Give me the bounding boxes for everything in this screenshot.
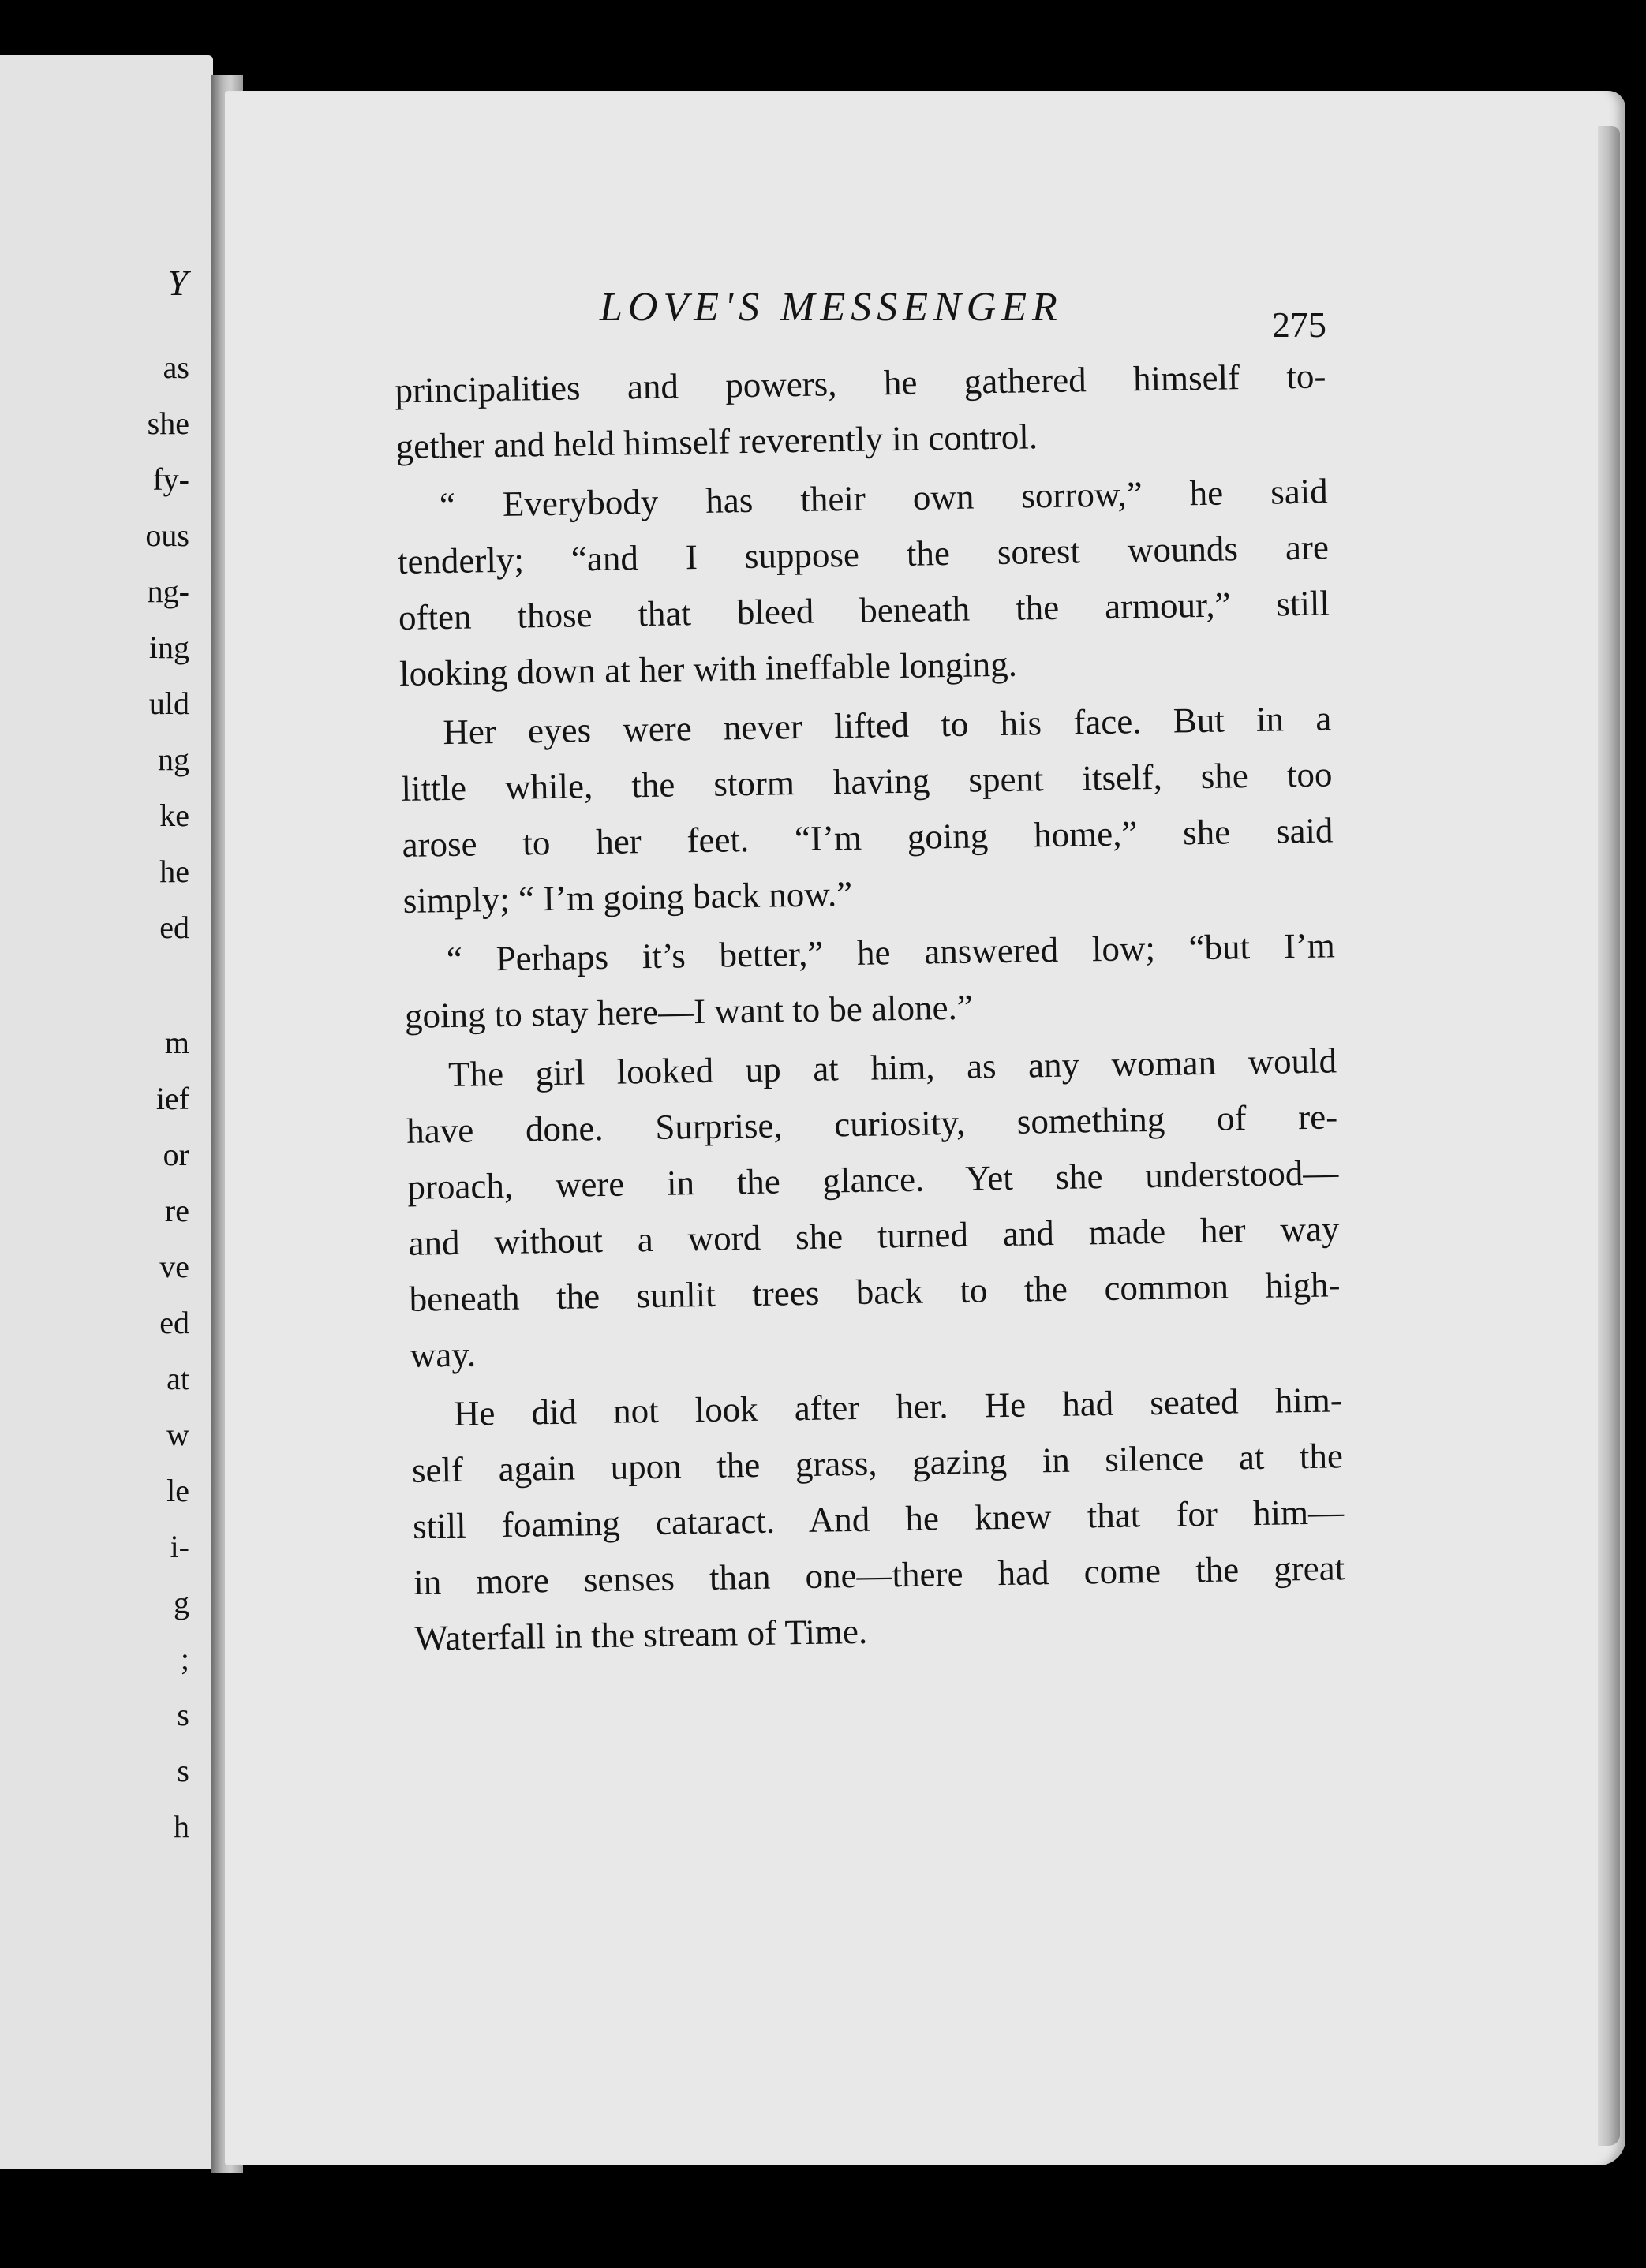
left-line-fragment: at xyxy=(166,1361,189,1396)
left-line-fragment: i- xyxy=(170,1529,189,1564)
left-line-fragment: ve xyxy=(159,1249,189,1284)
text-line: little while, the storm having spent itself, she too xyxy=(401,754,1333,809)
left-line-fragment: ing xyxy=(148,630,189,665)
left-line-fragment: she xyxy=(147,405,189,441)
text-line: beneath the sunlit trees back to the common high- xyxy=(409,1265,1341,1319)
left-line-fragment: ke xyxy=(159,798,189,833)
text-line: going to stay here—I want to be alone.” xyxy=(404,987,974,1036)
left-line-fragment: s xyxy=(177,1753,189,1788)
left-line-fragment: g xyxy=(174,1585,189,1620)
left-line-fragment: ; xyxy=(180,1641,189,1676)
left-line-fragment: ng xyxy=(158,742,189,777)
text-line: looking down at her with ineffable longing. xyxy=(398,644,1018,693)
left-line-fragment: ng- xyxy=(147,574,189,609)
page-body-text xyxy=(395,348,1346,1666)
page-number: 275 xyxy=(1272,305,1326,345)
left-line-fragment: re xyxy=(164,1193,189,1228)
text-line: simply; “ I’m going back now.” xyxy=(402,873,853,921)
text-line: “ Perhaps it’s better,” he answered low; “but I’m xyxy=(446,925,1336,980)
text-line: Her eyes were never lifted to his face. But in a xyxy=(442,698,1332,753)
text-line: tenderly; “and I suppose the sorest wounds are xyxy=(397,527,1330,581)
left-line-fragment: le xyxy=(166,1473,189,1508)
text-line: have done. Surprise, curiosity, something of re- xyxy=(406,1097,1338,1151)
left-line-fragment: ous xyxy=(145,517,189,553)
text-line: in more senses than one—there had come the great xyxy=(413,1548,1345,1602)
text-line: and without a word she turned and made her way xyxy=(408,1209,1340,1263)
text-line: proach, were in the glance. Yet she understood— xyxy=(407,1153,1339,1207)
left-line-fragment: s xyxy=(177,1697,189,1732)
left-line-fragment: h xyxy=(174,1809,189,1844)
page-edge xyxy=(1598,126,1620,2146)
text-line: often those that bleed beneath the armour,” still xyxy=(398,583,1330,637)
left-line-fragment: ed xyxy=(159,910,189,945)
running-head: LOVE'S MESSENGER xyxy=(600,285,1063,330)
text-line: gether and held himself reverently in control. xyxy=(395,417,1038,466)
text-line: way. xyxy=(410,1334,477,1375)
left-facing-page xyxy=(0,55,213,2169)
text-line: self again upon the grass, gazing in silence at the xyxy=(411,1436,1344,1490)
text-line: Waterfall in the stream of Time. xyxy=(414,1611,868,1658)
text-line: “ Everybody has their own sorrow,” he said xyxy=(439,471,1329,525)
left-line-fragment: w xyxy=(166,1417,189,1452)
left-line-fragment: ed xyxy=(159,1305,189,1340)
left-heading-fragment: Y xyxy=(167,263,189,303)
text-line: He did not look after her. He had seated him- xyxy=(453,1380,1343,1433)
text-line: still foaming cataract. And he knew that for him— xyxy=(412,1492,1345,1546)
left-line-fragment: ief xyxy=(155,1081,189,1116)
text-line: arose to her feet. “I’m going home,” she said xyxy=(402,810,1334,865)
text-line: principalities and powers, he gathered himself to- xyxy=(395,356,1326,410)
left-line-fragment: as xyxy=(163,349,189,385)
left-line-fragment: uld xyxy=(148,686,189,721)
left-line-fragment: or xyxy=(163,1137,189,1172)
left-line-fragment: m xyxy=(164,1025,189,1060)
left-line-fragment: he xyxy=(159,854,189,889)
text-line: The girl looked up at him, as any woman would xyxy=(447,1041,1337,1095)
left-line-fragment: fy- xyxy=(152,461,189,497)
